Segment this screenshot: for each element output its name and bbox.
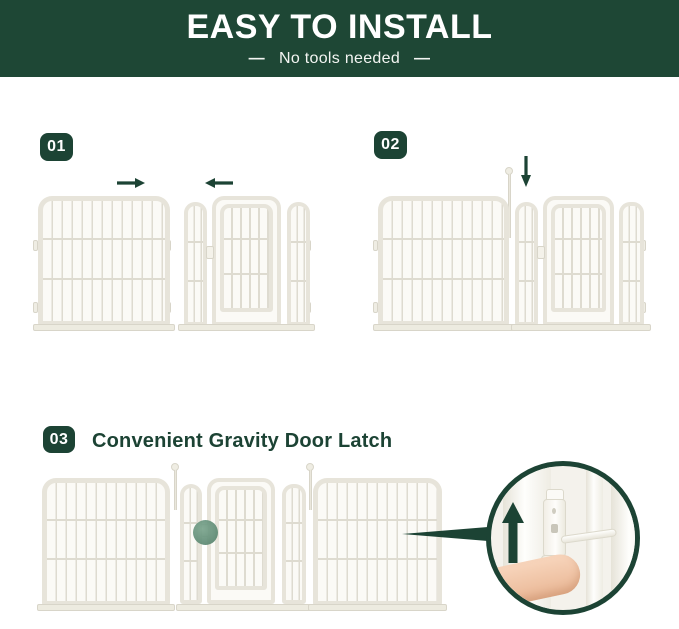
fence-panel-narrow [515, 202, 538, 326]
fence-base-bar [308, 604, 447, 611]
fence-panel-narrow [619, 202, 644, 326]
fence-panel-wide [42, 478, 170, 606]
fence-door-panel [212, 196, 281, 326]
arrow-right-icon [116, 177, 146, 189]
door-leaf [551, 204, 606, 312]
fence-base-bar [511, 324, 651, 331]
connector-pin-rod [174, 470, 177, 510]
header-banner [0, 0, 679, 77]
latch-zoom-circle [486, 461, 640, 615]
step-3-title: Convenient Gravity Door Latch [92, 430, 393, 452]
banner-subtitle [0, 50, 679, 68]
subtitle-text: No tools needed [278, 50, 401, 67]
callout-pointer [402, 527, 488, 541]
fence-base-bar [176, 604, 311, 611]
subtitle-dash-right: — [414, 50, 431, 67]
fence-door-panel [207, 478, 275, 604]
step-1-badge: 01 [40, 133, 73, 161]
fence-panel-narrow [287, 202, 310, 326]
arrow-left-icon [204, 177, 234, 189]
door-latch [537, 246, 545, 259]
fence-panel-narrow [180, 484, 202, 604]
step-3-badge: 03 [43, 426, 75, 453]
door-latch [206, 246, 214, 259]
fence-panel-wide [378, 196, 509, 326]
fence-panel-wide [38, 196, 170, 326]
fence-post [611, 466, 640, 610]
fence-panel-wide [313, 478, 442, 606]
step-2-badge: 02 [374, 131, 407, 159]
fence-panel-narrow [184, 202, 207, 326]
door-leaf [215, 486, 267, 590]
arrow-down-icon [520, 155, 532, 188]
latch-highlight-dot [193, 520, 218, 545]
fence-base-bar [37, 604, 175, 611]
fence-panel-narrow [282, 484, 306, 604]
fence-base-bar [373, 324, 514, 331]
fence-base-bar [178, 324, 315, 331]
banner-title: EASY TO INSTALL [186, 8, 493, 46]
door-leaf [220, 204, 273, 312]
fence-base-bar [33, 324, 175, 331]
latch-screw [552, 508, 556, 514]
latch-slot [551, 524, 558, 533]
arrow-up-icon [501, 502, 525, 564]
connector-pin-rod [309, 470, 312, 510]
subtitle-dash-left: — [248, 50, 265, 67]
fence-door-panel [543, 196, 614, 326]
